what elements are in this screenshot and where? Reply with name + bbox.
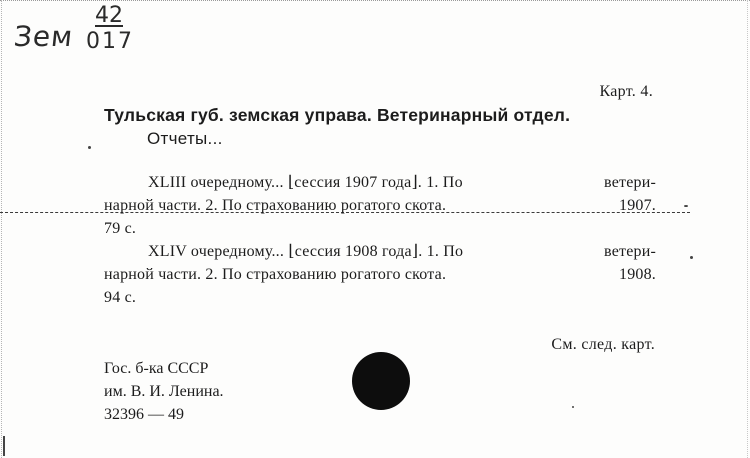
entry-text: нарной части. 2. По страхованию рогатого скота. bbox=[104, 266, 447, 283]
punch-hole bbox=[352, 352, 410, 410]
entry-2 bbox=[104, 240, 656, 309]
entry-text: ветери- bbox=[604, 243, 656, 260]
entry-text: ветери- bbox=[604, 174, 656, 191]
entry-year: 1908. bbox=[619, 266, 656, 283]
entry-text: нарной части. 2. По страхованию рогатого скота. bbox=[104, 197, 447, 214]
card-right-edge bbox=[747, 0, 748, 458]
card-heading: Тульская губ. земская управа. Ветеринарный отдел. bbox=[104, 105, 571, 125]
entry-pages: 94 с. bbox=[104, 289, 137, 306]
entry-line bbox=[104, 217, 656, 240]
ink-speck bbox=[690, 256, 693, 259]
entry-text: XLIV очередному... ⌊сессия 1908 года⌋. 1. По bbox=[148, 243, 464, 260]
ink-speck bbox=[684, 205, 688, 207]
entry-1 bbox=[104, 171, 656, 240]
entry-line bbox=[104, 240, 656, 263]
ink-speck bbox=[572, 406, 574, 408]
handwritten-denominator: 017 bbox=[86, 29, 134, 54]
stamp-line: Гос. б-ка СССР bbox=[104, 360, 209, 377]
library-stamp bbox=[104, 357, 224, 426]
entry-text: XLIII очередному... ⌊сессия 1907 года⌋. 1. По bbox=[148, 174, 463, 191]
entry-line bbox=[104, 286, 656, 309]
card-subheading: Отчеты... bbox=[147, 129, 223, 148]
ink-mark bbox=[3, 436, 5, 456]
card-top-edge bbox=[0, 0, 750, 1]
card-left-edge bbox=[1, 0, 2, 458]
stamp-line: им. В. И. Ленина. bbox=[104, 383, 224, 400]
handwritten-prefix: Зем bbox=[12, 20, 76, 53]
handwritten-numerator: 42 bbox=[95, 3, 123, 28]
entry-line bbox=[104, 263, 656, 286]
handwritten-shelfmark bbox=[86, 4, 132, 56]
card-number: Карт. 4. bbox=[599, 83, 653, 100]
see-next-card: См. след. карт. bbox=[551, 336, 655, 353]
ink-speck bbox=[88, 146, 91, 149]
entry-line bbox=[104, 194, 656, 217]
entry-line bbox=[104, 171, 656, 194]
entry-year: 1907. bbox=[619, 197, 656, 214]
entry-pages: 79 с. bbox=[104, 220, 137, 237]
stamp-line: 32396 — 49 bbox=[104, 406, 184, 423]
